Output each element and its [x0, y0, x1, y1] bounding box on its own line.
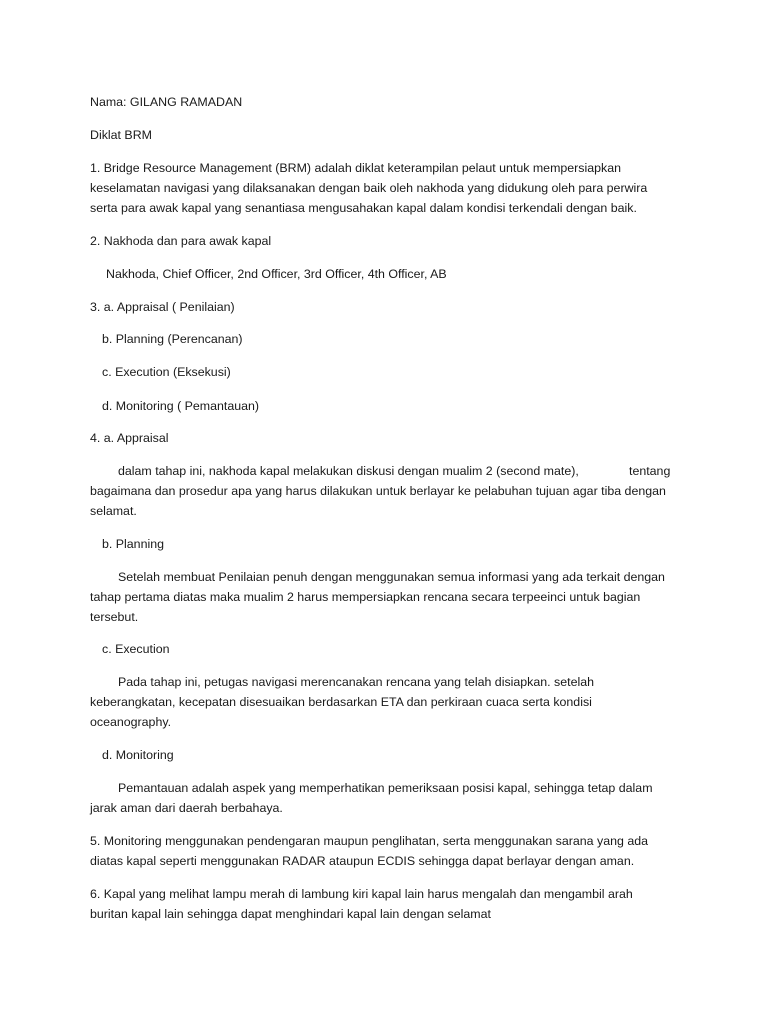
- answer-4-a-line-1: dalam tahap ini, nakhoda kapal melakukan diskusi dengan mualim 2 (second mate),: [118, 464, 579, 478]
- course-title: Diklat BRM: [90, 128, 152, 142]
- answer-5-line-1: 5. Monitoring menggunakan pendengaran maupun penglihatan, serta menggunakan sarana yang ada: [90, 834, 648, 848]
- answer-3-item-c: c. Execution (Eksekusi): [102, 365, 231, 379]
- answer-2-crew-list: Nakhoda, Chief Officer, 2nd Officer, 3rd Officer, 4th Officer, AB: [106, 267, 447, 281]
- answer-4-b-line-1: Setelah membuat Penilaian penuh dengan menggunakan semua informasi yang ada terkait dengan: [118, 570, 665, 584]
- answer-4-a-heading: 4. a. Appraisal: [90, 431, 169, 445]
- answer-4-a-line-2: bagaimana dan prosedur apa yang harus dilakukan untuk berlayar ke pelabuhan tujuan agar tiba dengan: [90, 484, 666, 498]
- answer-3-item-d: d. Monitoring ( Pemantauan): [102, 399, 260, 413]
- answer-1-line-1: 1. Bridge Resource Management (BRM) adalah diklat keterampilan pelaut untuk mempersiapkan: [90, 161, 622, 175]
- answer-4-b-line-3: tersebut.: [90, 610, 139, 624]
- answer-4-d-line-1: Pemantauan adalah aspek yang memperhatikan pemeriksaan posisi kapal, sehingga tetap dalam: [118, 781, 653, 795]
- answer-4-b-heading: b. Planning: [102, 537, 165, 551]
- answer-4-b-line-2: tahap pertama diatas maka mualim 2 harus mempersiapkan rencana secara terpeeinci untuk bagian: [90, 590, 641, 604]
- name-line: Nama: GILANG RAMADAN: [90, 95, 243, 109]
- answer-4-c-line-3: oceanography.: [90, 715, 172, 729]
- answer-3-item-b: b. Planning (Perencanan): [102, 332, 243, 346]
- answer-3-item-a: 3. a. Appraisal ( Penilaian): [90, 300, 235, 314]
- answer-2-heading: 2. Nakhoda dan para awak kapal: [90, 234, 272, 248]
- answer-4-a-line-3: selamat.: [90, 504, 137, 518]
- answer-6-line-1: 6. Kapal yang melihat lampu merah di lambung kiri kapal lain harus mengalah dan mengambil arah: [90, 887, 633, 901]
- answer-1-line-3: serta para awak kapal yang senantiasa mengusahakan kapal dalam kondisi terkendali dengan baik.: [90, 201, 637, 215]
- answer-5-line-2: diatas kapal seperti menggunakan RADAR ataupun ECDIS sehingga dapat berlayar dengan aman.: [90, 854, 635, 868]
- answer-4-c-line-1: Pada tahap ini, petugas navigasi merencanakan rencana yang telah disiapkan. setelah: [118, 675, 594, 689]
- answer-6-line-2: buritan kapal lain sehingga dapat menghindari kapal lain dengan selamat: [90, 907, 491, 921]
- answer-4-c-heading: c. Execution: [102, 642, 170, 656]
- answer-1-line-2: keselamatan navigasi yang dilaksanakan dengan baik oleh nakhoda yang didukung oleh para perwira: [90, 181, 648, 195]
- answer-4-d-line-2: jarak aman dari daerah berbahaya.: [90, 801, 283, 815]
- answer-4-a-line-1-end: tentang: [629, 464, 671, 478]
- answer-4-c-line-2: keberangkatan, kecepatan disesuaikan berdasarkan ETA dan perkiraan cuaca serta kondisi: [90, 695, 592, 709]
- answer-4-d-heading: d. Monitoring: [102, 748, 174, 762]
